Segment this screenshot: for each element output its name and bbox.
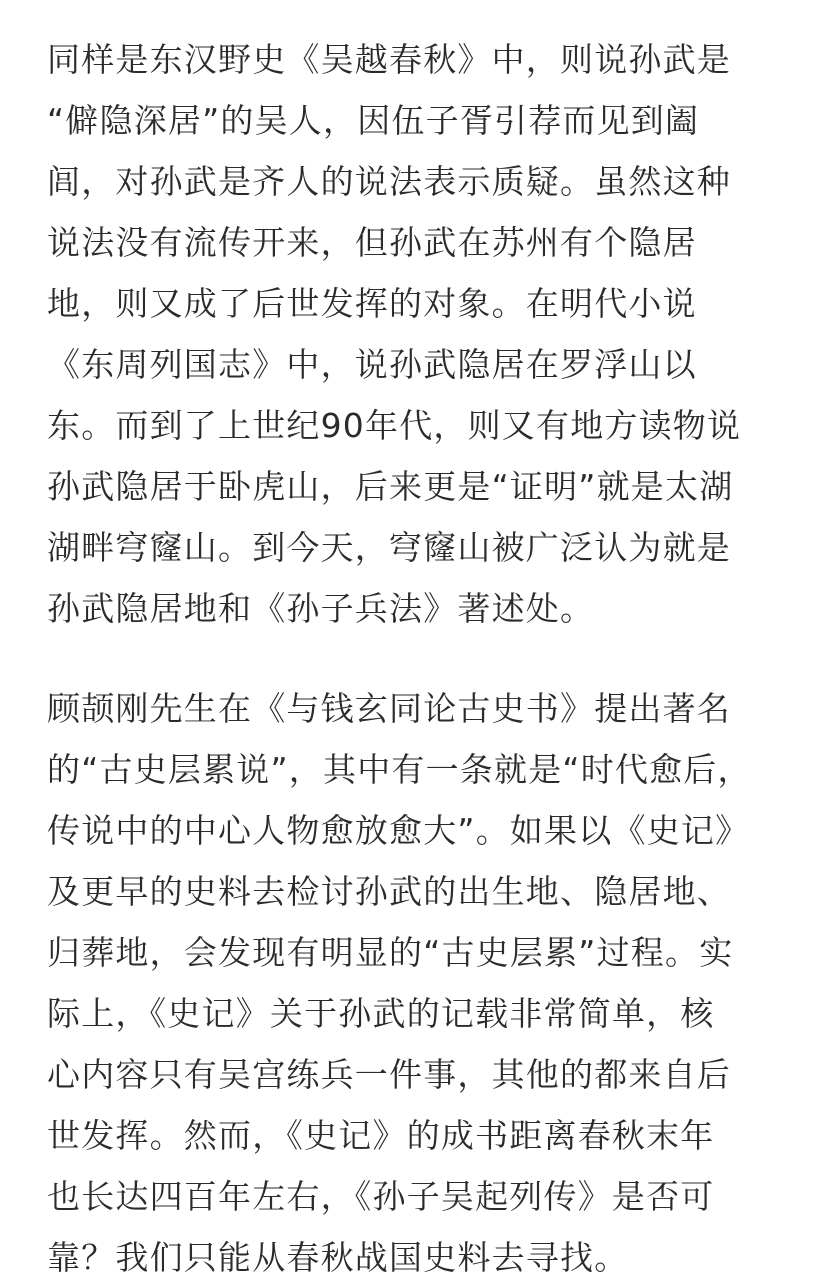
text-line: 的“古史层累说”，其中有一条就是“时代愈后，: [47, 750, 752, 789]
text-line: 传说中的中心人物愈放愈大”。如果以《史记》: [47, 811, 750, 850]
text-line: 际上，《史记》关于孙武的记载非常简单，核: [47, 994, 715, 1033]
text-line: 孙武隐居地和《孙子兵法》著述处。: [47, 589, 595, 628]
text-line: 《东周列国志》中，说孙武隐居在罗浮山以: [47, 345, 697, 384]
text-line: 顾颉刚先生在《与钱玄同论古史书》提出著名: [47, 689, 731, 728]
text-line: 同样是东汉野史《吴越春秋》中，则说孙武是: [47, 40, 731, 79]
paragraph-1: [47, 29, 787, 639]
text-line: 湖畔穹窿山。到今天，穹窿山被广泛认为就是: [47, 528, 731, 567]
text-line: 东。而到了上世纪90年代，则又有地方读物说: [47, 406, 742, 445]
text-line: 及更早的史料去检讨孙武的出生地、隐居地、: [47, 872, 731, 911]
article-body: [47, 29, 787, 1288]
text-line: 闾，对孙武是齐人的说法表示质疑。虽然这种: [47, 162, 731, 201]
text-line: 世发挥。然而，《史记》的成书距离春秋末年: [47, 1116, 715, 1155]
text-line: 说法没有流传开来，但孙武在苏州有个隐居: [47, 223, 697, 262]
paragraph-spacer: [47, 639, 787, 678]
text-line: 心内容只有吴宫练兵一件事，其他的都来自后: [47, 1055, 731, 1094]
text-line: 靠？我们只能从春秋战国史料去寻找。: [47, 1238, 629, 1277]
text-line: 孙武隐居于卧虎山，后来更是“证明”就是太湖: [47, 467, 734, 506]
text-line: “僻隐深居”的吴人，因伍子胥引荐而见到阖: [47, 101, 700, 140]
paragraph-2: [47, 678, 787, 1288]
text-line: 地，则又成了后世发挥的对象。在明代小说: [47, 284, 697, 323]
text-line: 也长达四百年左右，《孙子吴起列传》是否可: [47, 1177, 715, 1216]
text-line: 归葬地，会发现有明显的“古史层累”过程。实: [47, 933, 734, 972]
